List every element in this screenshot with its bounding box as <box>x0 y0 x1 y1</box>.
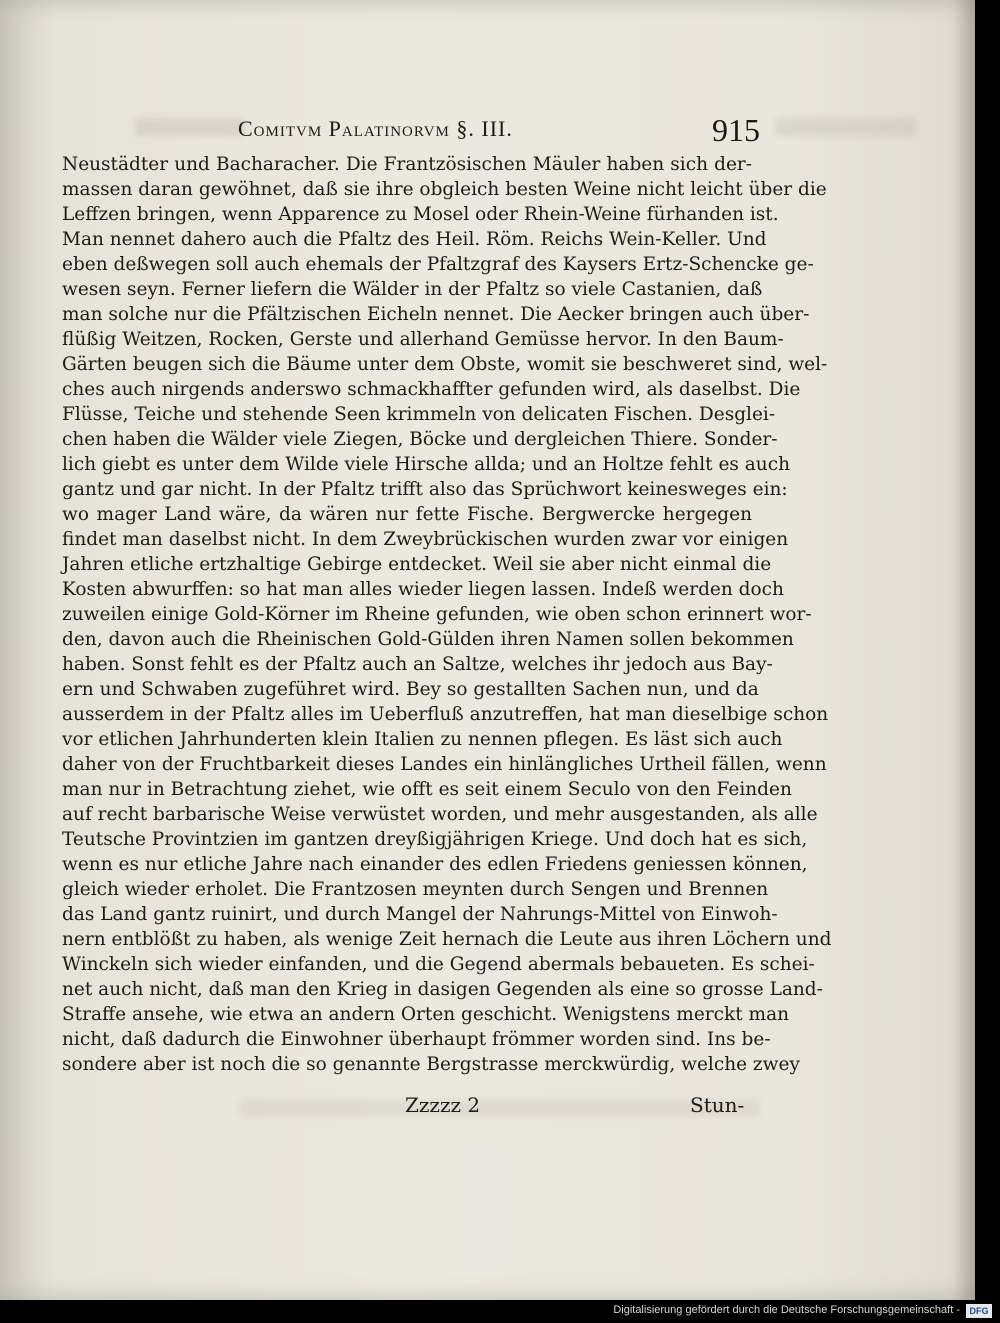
text-line: Straffe ansehe, wie etwa an andern Orten geschicht. Wenigstens merckt man <box>62 1004 790 1025</box>
text-line: Winckeln sich wieder einfanden, und die Gegend abermals bebaueten. Es schei- <box>62 954 815 975</box>
dfg-logo: DFG <box>966 1304 992 1318</box>
text-line: das Land gantz ruinirt, und durch Mangel der Nahrungs-Mittel von Einwoh- <box>62 904 778 925</box>
text-line: ausserdem in der Pfaltz alles im Ueberfluß anzutreffen, hat man dieselbige schon <box>62 704 829 725</box>
show-through-mark <box>135 118 245 136</box>
text-line: eben deßwegen soll auch ehemals der Pfaltzgraf des Kaysers Ertz-Schencke ge- <box>62 254 814 275</box>
text-line: vor etlichen Jahrhunderten klein Italien zu nennen pflegen. Es läst sich auch <box>62 729 783 750</box>
text-line: haben. Sonst fehlt es der Pfaltz auch an Saltze, welches ihr jedoch aus Bay- <box>62 654 773 675</box>
text-line: gantz und gar nicht. In der Pfaltz trifft also das Sprüchwort keinesweges ein: <box>62 479 788 500</box>
page-footer <box>0 1093 975 1123</box>
text-line: man nur in Betrachtung ziehet, wie offt es seit einem Seculo von den Feinden <box>62 779 792 800</box>
running-title: Comitvm Palatinorvm §. III. <box>238 116 513 141</box>
text-line: zuweilen einige Gold-Körner im Rheine gefunden, wie oben schon erinnert wor- <box>62 604 812 625</box>
text-line: Man nennet dahero auch die Pfaltz des Heil. Röm. Reichs Wein-Keller. Und <box>62 229 767 250</box>
page-number: 915 <box>712 112 760 148</box>
text-line: man solche nur die Pfältzischen Eicheln nennet. Die Aecker bringen auch über- <box>62 304 810 325</box>
text-line: den, davon auch die Rheinischen Gold-Gülden ihren Namen sollen bekommen <box>62 629 794 650</box>
text-line: flüßig Weitzen, Rocken, Gerste und allerhand Gemüsse hervor. In den Baum- <box>62 329 784 350</box>
text-line: ern und Schwaben zugeführet wird. Bey so gestallten Sachen nun, und da <box>62 679 759 700</box>
text-line: nicht, daß dadurch die Einwohner überhaupt frömmer worden sind. Ins be- <box>62 1029 771 1050</box>
text-line: findet man daselbst nicht. In dem Zweybrückischen wurden zwar vor einigen <box>62 529 789 550</box>
text-line: nern entblößt zu haben, als wenige Zeit hernach die Leute aus ihren Löchern und <box>62 929 832 950</box>
printer-signature: Zzzzz 2 <box>405 1093 481 1117</box>
catchword: Stun- <box>690 1093 745 1117</box>
body-text <box>62 152 832 1077</box>
text-line: Kosten abwurffen: so hat man alles wieder liegen lassen. Indeß werden doch <box>62 579 784 600</box>
text-line: Teutsche Provintzien im gantzen dreyßigjährigen Kriege. Und doch hat es sich, <box>62 829 808 850</box>
text-line: Flüsse, Teiche und stehende Seen krimmeln von delicaten Fischen. Desglei- <box>62 404 776 425</box>
text-line: Leffzen bringen, wenn Apparence zu Mosel oder Rhein-Weine fürhanden ist. <box>62 204 779 225</box>
text-line: gleich wieder erholet. Die Frantzosen meynten durch Sengen und Brennen <box>62 879 769 900</box>
text-line: ches auch nirgends anderswo schmackhaffter gefunden wird, als daselbst. Die <box>62 379 801 400</box>
page-edge-shadow <box>953 0 975 1300</box>
text-line: daher von der Fruchtbarkeit dieses Landes ein hinlängliches Urtheil fällen, wenn <box>62 754 827 775</box>
text-line: massen daran gewöhnet, daß sie ihre obgleich besten Weine nicht leicht über die <box>62 179 827 200</box>
text-line: auf recht barbarische Weise verwüstet worden, und mehr ausgestanden, als alle <box>62 804 818 825</box>
text-line: lich giebt es unter dem Wilde viele Hirsche allda; und an Holtze fehlt es auch <box>62 454 790 475</box>
text-line: wenn es nur etliche Jahre nach einander des edlen Friedens geniessen können, <box>62 854 808 875</box>
text-line: Jahren etliche ertzhaltige Gebirge entdecket. Weil sie aber nicht einmal die <box>62 554 772 575</box>
text-line: wo mager Land wäre, da wären nur fette Fische. Bergwercke hergegen <box>62 504 752 525</box>
text-line: sondere aber ist noch die so genannte Bergstrasse merckwürdig, welche zwey <box>62 1054 800 1075</box>
text-line: chen haben die Wälder viele Ziegen, Böcke und dergleichen Thiere. Sonder- <box>62 429 778 450</box>
credit-bar <box>0 1300 1000 1323</box>
text-line: Gärten beugen sich die Bäume unter dem Obste, womit sie beschweret sind, wel- <box>62 354 828 375</box>
text-line: Neustädter und Bacharacher. Die Frantzösischen Mäuler haben sich der- <box>62 154 752 175</box>
credit-text: Digitalisierung gefördert durch die Deutsche Forschungsgemeinschaft - <box>613 1304 960 1316</box>
show-through-mark <box>775 118 915 136</box>
running-head <box>238 110 758 150</box>
text-line: net auch nicht, daß man den Krieg in dasigen Gegenden als eine so grosse Land- <box>62 979 823 1000</box>
text-line: wesen seyn. Ferner liefern die Wälder in der Pfaltz so viele Castanien, daß <box>62 279 763 300</box>
